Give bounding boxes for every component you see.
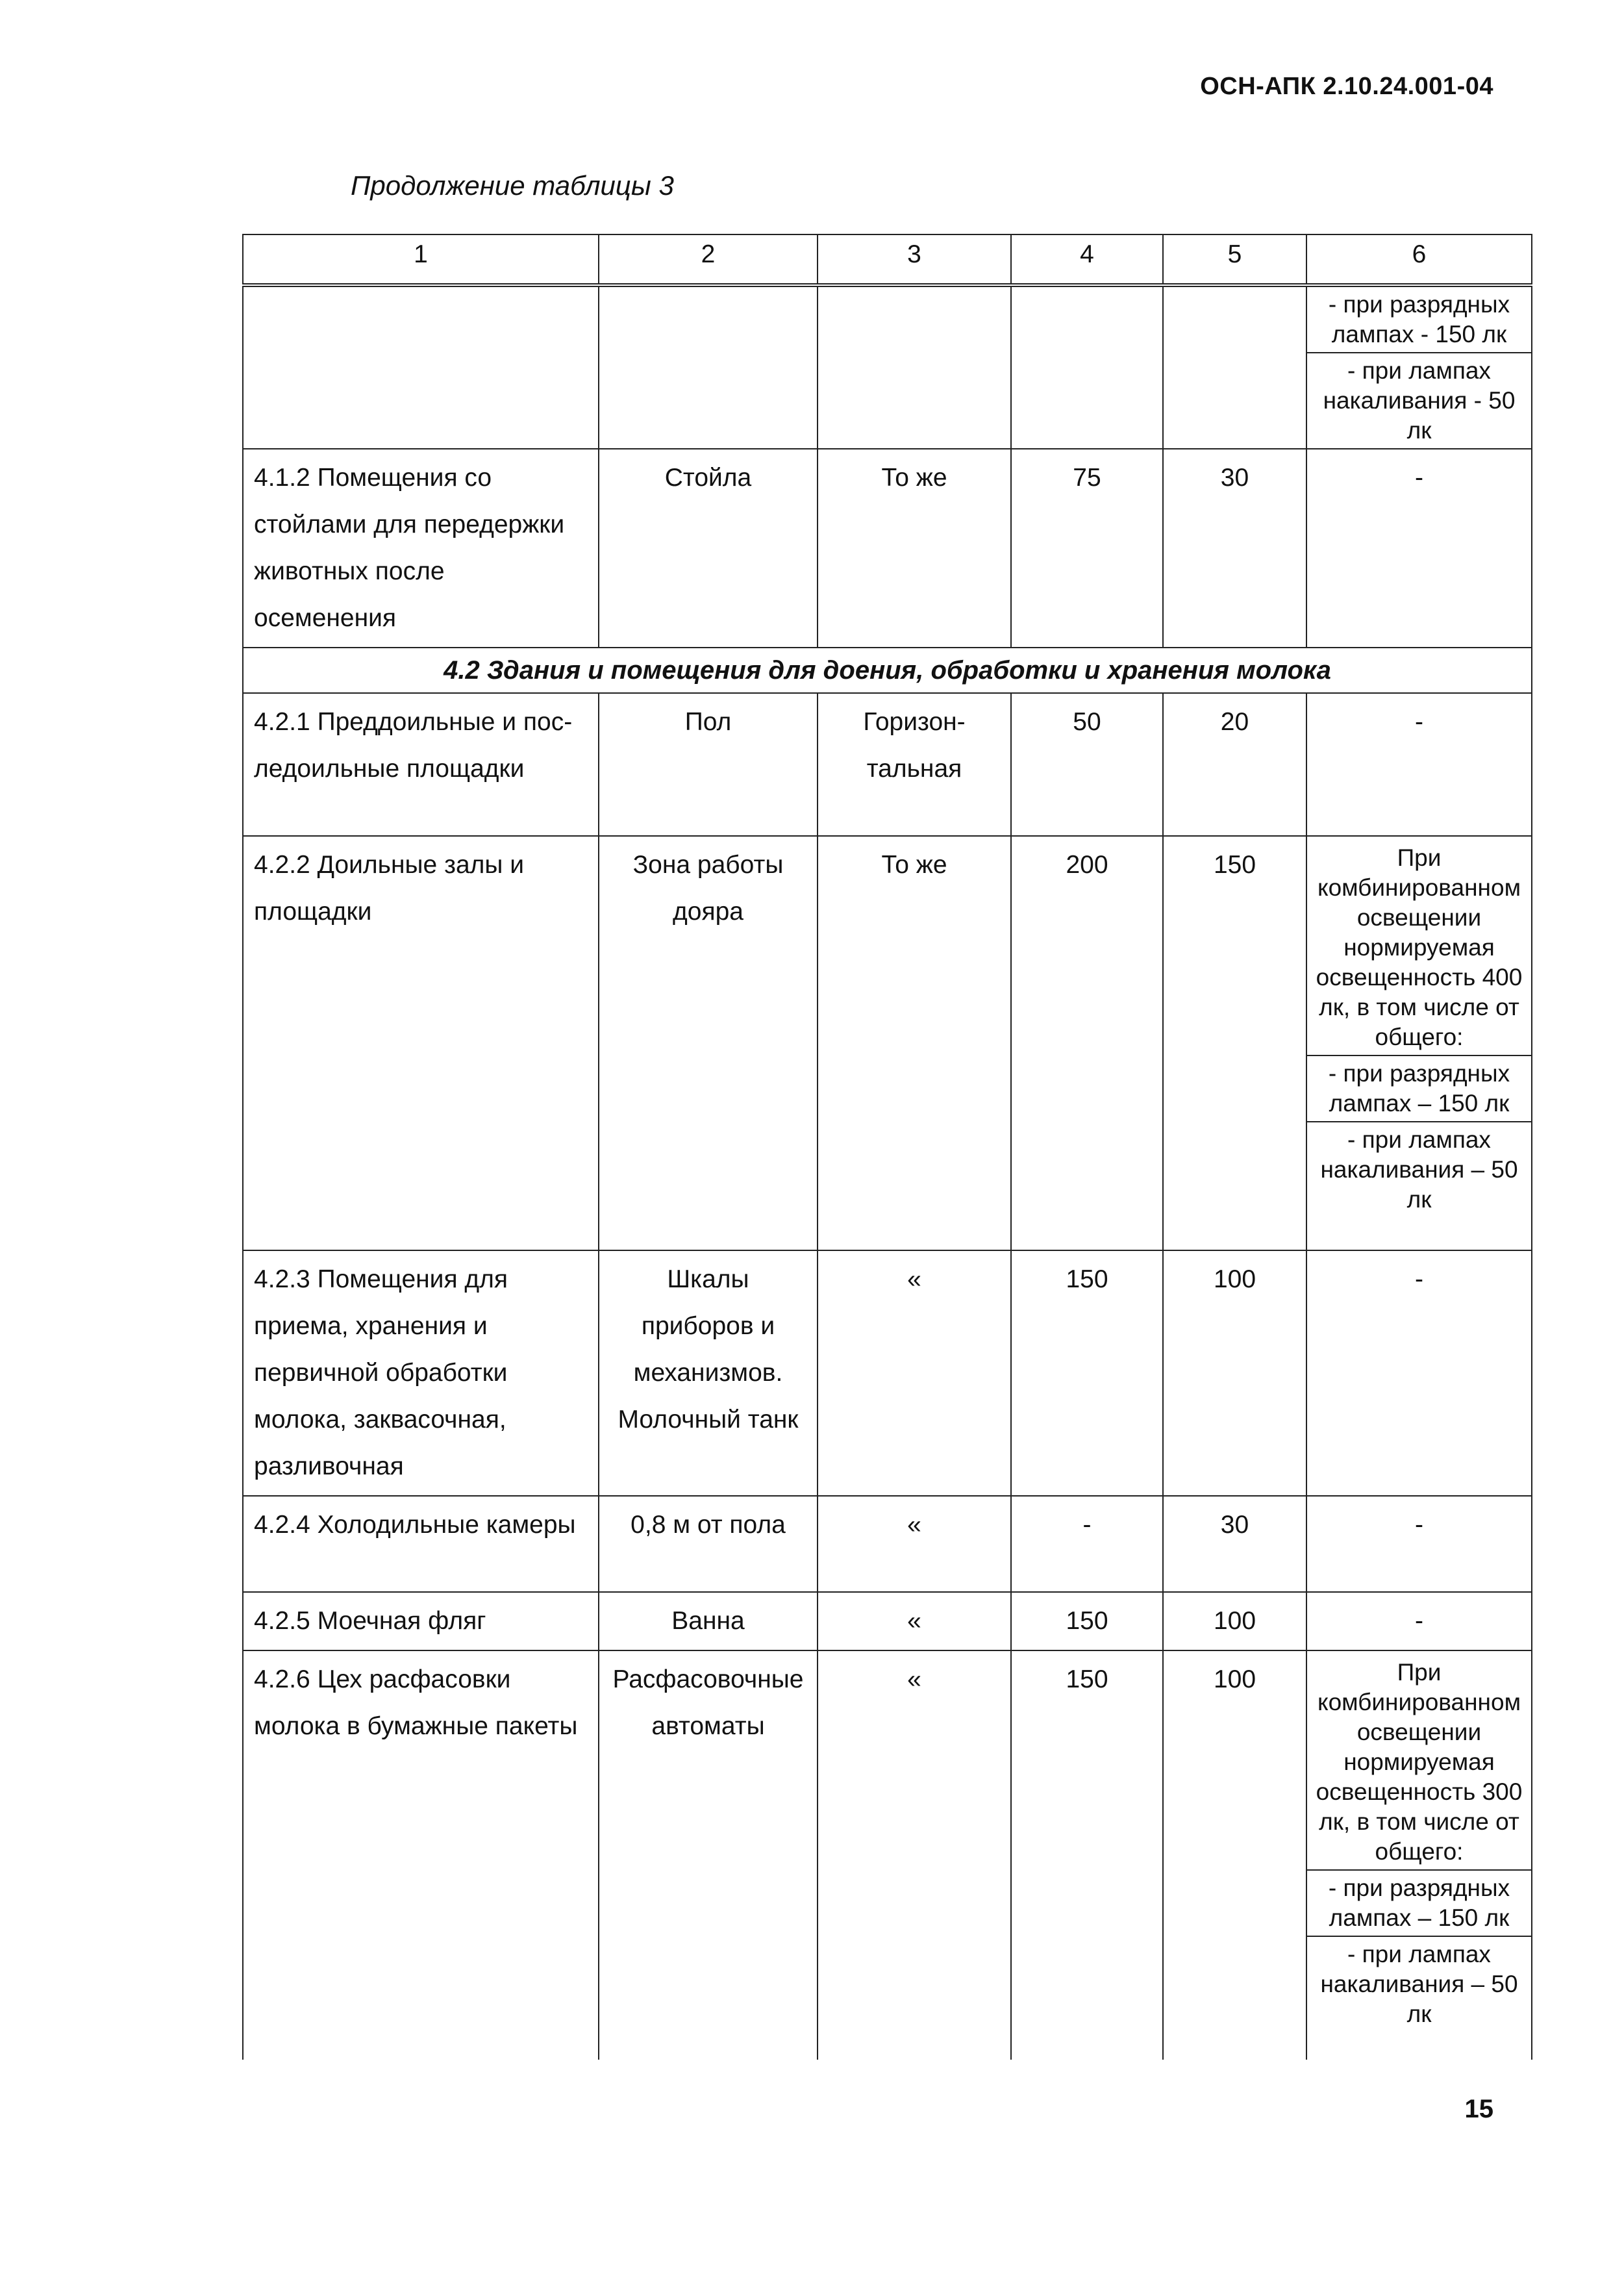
notes-cell <box>1306 285 1532 449</box>
column-number: 3 <box>818 234 1011 285</box>
plane-cell: « <box>818 1592 1011 1650</box>
table-cell <box>1163 285 1306 449</box>
note-incandescent-lamps: - при лампах накаливания - 50 лк <box>1307 352 1531 448</box>
illuminance-cell: 200 <box>1011 836 1163 1250</box>
table-row <box>243 285 1532 449</box>
illuminance-cell: 20 <box>1163 693 1306 836</box>
illuminance-cell: 150 <box>1011 1250 1163 1496</box>
table-row <box>243 836 1532 1250</box>
plane-cell: Горизон-тальная <box>818 693 1011 836</box>
note-discharge-lamps: - при разрядных лампах – 150 лк <box>1307 1055 1531 1121</box>
note-combined-lighting: При комбинированном освещении нормируемая освещенность 400 лк, в том числе от общего: <box>1316 844 1523 1050</box>
illuminance-cell: 150 <box>1011 1650 1163 2060</box>
notes-cell: - <box>1306 1250 1532 1496</box>
notes-cell: - <box>1306 1592 1532 1650</box>
table-cell <box>599 285 818 449</box>
plane-cell: « <box>818 1650 1011 2060</box>
illuminance-cell: 50 <box>1011 693 1163 836</box>
work-surface-cell: Ванна <box>599 1592 818 1650</box>
plane-cell: То же <box>818 449 1011 648</box>
table-row <box>243 1592 1532 1650</box>
section-heading: 4.2 Здания и помещения для доения, обработки и хранения молока <box>243 648 1532 693</box>
notes-cell: - <box>1306 1496 1532 1592</box>
room-name-cell: 4.2.3 Помещения для приема, хранения и первичной обработки молока, заквасочная, разливочная <box>243 1250 599 1496</box>
table-cell <box>1011 285 1163 449</box>
note-incandescent-lamps: - при лампах накаливания – 50 лк <box>1307 1936 1531 2032</box>
table-cell <box>243 285 599 449</box>
notes-cell <box>1306 836 1532 1250</box>
section-heading-row <box>243 648 1532 693</box>
lighting-norms-table <box>242 234 1532 2060</box>
column-number: 1 <box>243 234 599 285</box>
room-name-cell: 4.2.6 Цех расфасовки молока в бумажные пакеты <box>243 1650 599 2060</box>
note-discharge-lamps: - при разрядных лампах – 150 лк <box>1307 1869 1531 1936</box>
plane-cell: « <box>818 1250 1011 1496</box>
column-number: 5 <box>1163 234 1306 285</box>
column-number: 6 <box>1306 234 1532 285</box>
room-name-cell: 4.1.2 Помещения со стойлами для передержки животных после осеменения <box>243 449 599 648</box>
illuminance-cell: 75 <box>1011 449 1163 648</box>
illuminance-cell: 100 <box>1163 1650 1306 2060</box>
note-discharge-lamps: - при разрядных лампах - 150 лк <box>1328 291 1510 347</box>
plane-cell: То же <box>818 836 1011 1250</box>
table-row <box>243 693 1532 836</box>
notes-cell: - <box>1306 693 1532 836</box>
table-row <box>243 1250 1532 1496</box>
work-surface-cell: 0,8 м от пола <box>599 1496 818 1592</box>
table-row <box>243 1650 1532 2060</box>
room-name-cell: 4.2.2 Доильные залы и площадки <box>243 836 599 1250</box>
table-row <box>243 1496 1532 1592</box>
work-surface-cell: Шкалы приборов и механизмов. Молочный танк <box>599 1250 818 1496</box>
illuminance-cell: 30 <box>1163 1496 1306 1592</box>
notes-cell <box>1306 1650 1532 2060</box>
illuminance-cell: 30 <box>1163 449 1306 648</box>
work-surface-cell: Зона работы дояра <box>599 836 818 1250</box>
room-name-cell: 4.2.1 Преддоильные и пос-ледоильные площадки <box>243 693 599 836</box>
illuminance-cell: - <box>1011 1496 1163 1592</box>
column-number-row <box>243 234 1532 285</box>
table-caption: Продолжение таблицы 3 <box>351 170 674 201</box>
illuminance-cell: 150 <box>1163 836 1306 1250</box>
room-name-cell: 4.2.4 Холодильные камеры <box>243 1496 599 1592</box>
note-combined-lighting: При комбинированном освещении нормируемая освещенность 300 лк, в том числе от общего: <box>1316 1659 1523 1865</box>
notes-cell: - <box>1306 449 1532 648</box>
document-code: ОСН-АПК 2.10.24.001-04 <box>1200 73 1493 100</box>
work-surface-cell: Пол <box>599 693 818 836</box>
room-name-cell: 4.2.5 Моечная фляг <box>243 1592 599 1650</box>
plane-cell: « <box>818 1496 1011 1592</box>
work-surface-cell: Расфасовочные автоматы <box>599 1650 818 2060</box>
table-row <box>243 449 1532 648</box>
work-surface-cell: Стойла <box>599 449 818 648</box>
page-number: 15 <box>1464 2095 1493 2123</box>
note-incandescent-lamps: - при лампах накаливания – 50 лк <box>1307 1121 1531 1217</box>
illuminance-cell: 100 <box>1163 1592 1306 1650</box>
column-number: 2 <box>599 234 818 285</box>
illuminance-cell: 100 <box>1163 1250 1306 1496</box>
table-cell <box>818 285 1011 449</box>
illuminance-cell: 150 <box>1011 1592 1163 1650</box>
column-number: 4 <box>1011 234 1163 285</box>
